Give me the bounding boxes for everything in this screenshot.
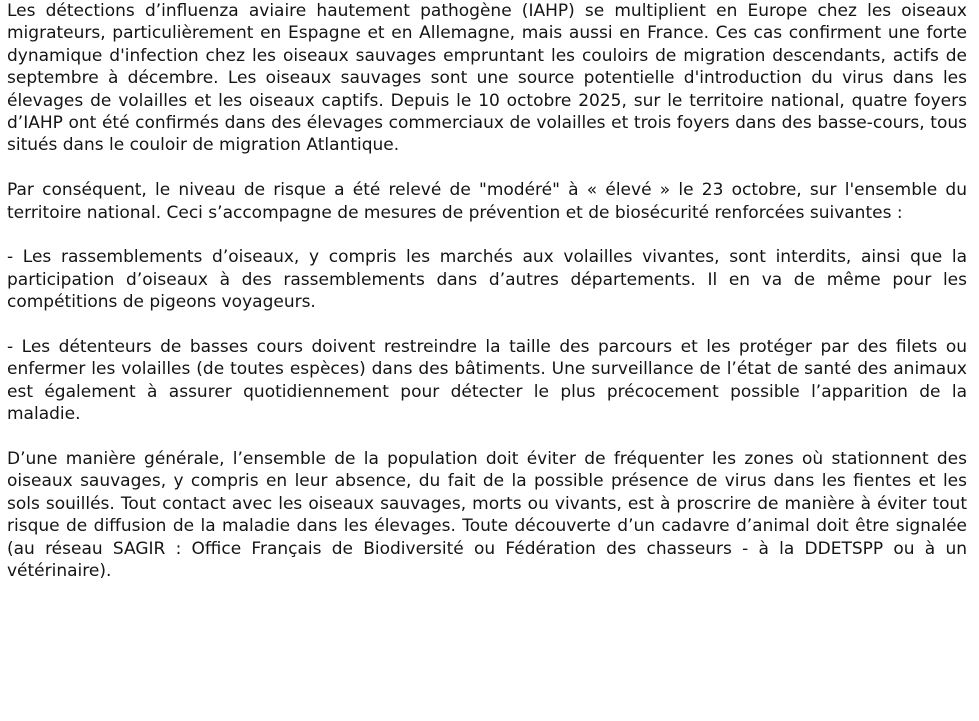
paragraph-general-public: D’une manière générale, l’ensemble de la population doit éviter de fréquenter les zones où stationnent des oiseaux sauvages, y compris en leur absence, du fait de la possible présence de virus dans les fientes et les sols souillés. Tout contact avec les oiseaux sauvages, morts ou vivants, est à proscrire de manière à éviter tout risque de diffusion de la maladie dans les élevages. Toute découverte d’un cadavre d’animal doit être signalée (au réseau SAGIR : Office Français de Biodiversité ou Fédération des chasseurs - à la DDETSPP ou à un vétérinaire). <box>7 449 967 582</box>
paragraph-context: Les détections d’influenza aviaire hautement pathogène (IAHP) se multiplient en Europe chez les oiseaux migrateurs, particulièrement en Espagne et en Allemagne, mais aussi en France. Ces cas confirment une forte dynamique d'infection chez les oiseaux sauvages empruntant les couloirs de migration descendants, actifs de septembre à décembre. Les oiseaux sauvages sont une source potentielle d'introduction du virus dans les élevages de volailles et les oiseaux captifs. Depuis le 10 octobre 2025, sur le territoire national, quatre foyers d’IAHP ont été confirmés dans des élevages commerciaux de volailles et trois foyers dans des basse-cours, tous situés dans le couloir de migration Atlantique. <box>7 1 967 156</box>
paragraph-measure-backyard: - Les détenteurs de basses cours doivent restreindre la taille des parcours et les protéger par des filets ou enfermer les volailles (de toutes espèces) dans des bâtiments. Une surveillance de l’état de santé des animaux est également à assurer quotidiennement pour détecter le plus précocement possible l’apparition de la maladie. <box>7 337 967 425</box>
paragraph-measure-gatherings: - Les rassemblements d’oiseaux, y compris les marchés aux volailles vivantes, sont interdits, ainsi que la participation d’oiseaux à des rassemblements dans d’autres départements. Il en va de même pour les compétitions de pigeons voyageurs. <box>7 247 967 313</box>
paragraph-risk-level: Par conséquent, le niveau de risque a été relevé de "modéré" à « élevé » le 23 octobre, sur l'ensemble du territoire national. Ceci s’accompagne de mesures de prévention et de biosécurité renforcées suivantes : <box>7 180 967 223</box>
